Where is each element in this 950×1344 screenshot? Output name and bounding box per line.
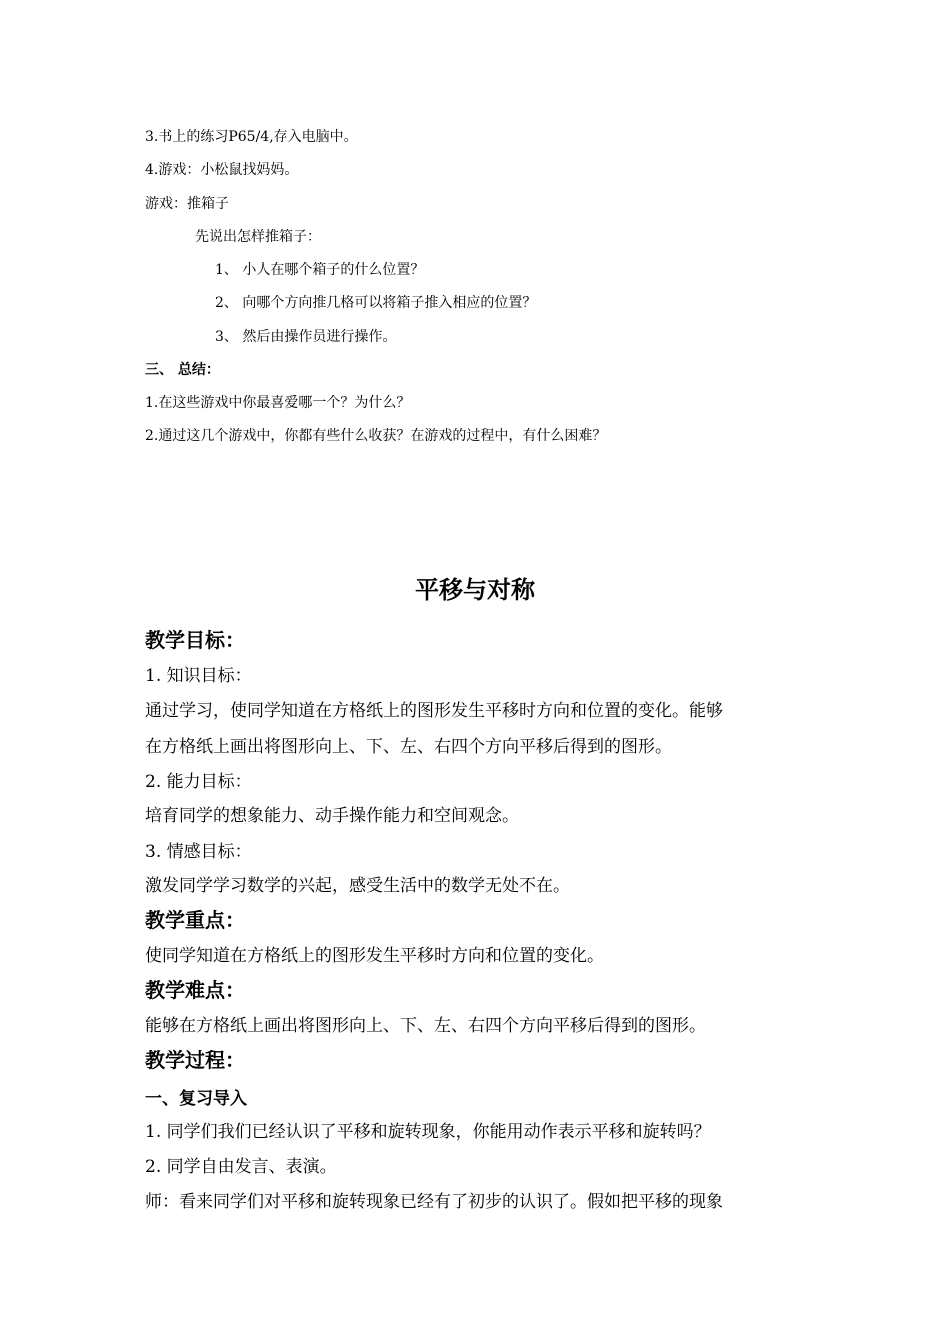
paragraph-line: 激发同学学习数学的兴起，感受生活中的数学无处不在。	[145, 876, 570, 896]
heading-key-points: 教学重点：	[145, 908, 245, 932]
paragraph-line: 师：看来同学们对平移和旋转现象已经有了初步的认识了。假如把平移的现象	[145, 1192, 723, 1212]
paragraph-line: 能够在方格纸上画出将图形向上、下、左、右四个方向平移后得到的图形。	[145, 1016, 706, 1036]
paragraph-line: 2. 同学自由发言、表演。	[145, 1157, 337, 1177]
section-heading: 三、 总结：	[145, 362, 220, 378]
heading-process: 教学过程：	[145, 1048, 245, 1072]
list-item: 2、 向哪个方向推几格可以将箱子推入相应的位置？	[215, 295, 537, 311]
text-line: 1.在这些游戏中你最喜爱哪一个？为什么？	[145, 395, 411, 411]
paragraph-line: 使同学知道在方格纸上的图形发生平移时方向和位置的变化。	[145, 946, 604, 966]
document-title: 平移与对称	[415, 576, 535, 604]
paragraph-line: 1. 同学们我们已经认识了平移和旋转现象，你能用动作表示平移和旋转吗？	[145, 1122, 711, 1142]
paragraph-line: 培育同学的想象能力、动手操作能力和空间观念。	[145, 806, 519, 826]
heading-difficulties: 教学难点：	[145, 978, 245, 1002]
list-item: 3、 然后由操作员进行操作。	[215, 329, 397, 345]
paragraph-line: 通过学习，使同学知道在方格纸上的图形发生平移时方向和位置的变化。能够	[145, 701, 723, 721]
text-line: 4.游戏：小松鼠找妈妈。	[145, 162, 299, 178]
list-item: 1、 小人在哪个箱子的什么位置？	[215, 262, 425, 278]
heading-goals: 教学目标：	[145, 628, 245, 652]
text-line: 3. 情感目标：	[145, 842, 252, 862]
text-line: 1. 知识目标：	[145, 666, 252, 686]
text-line: 先说出怎样推箱子：	[195, 229, 321, 245]
text-line: 2. 能力目标：	[145, 772, 252, 792]
text-line: 2.通过这几个游戏中，你都有些什么收获？在游戏的过程中，有什么困难？	[145, 428, 607, 444]
paragraph-line: 在方格纸上画出将图形向上、下、左、右四个方向平移后得到的图形。	[145, 737, 672, 757]
subheading-review: 一、复习导入	[145, 1089, 247, 1109]
text-line: 3.书上的练习P65/4,存入电脑中。	[145, 129, 358, 145]
text-line: 游戏：推箱子	[145, 196, 229, 212]
